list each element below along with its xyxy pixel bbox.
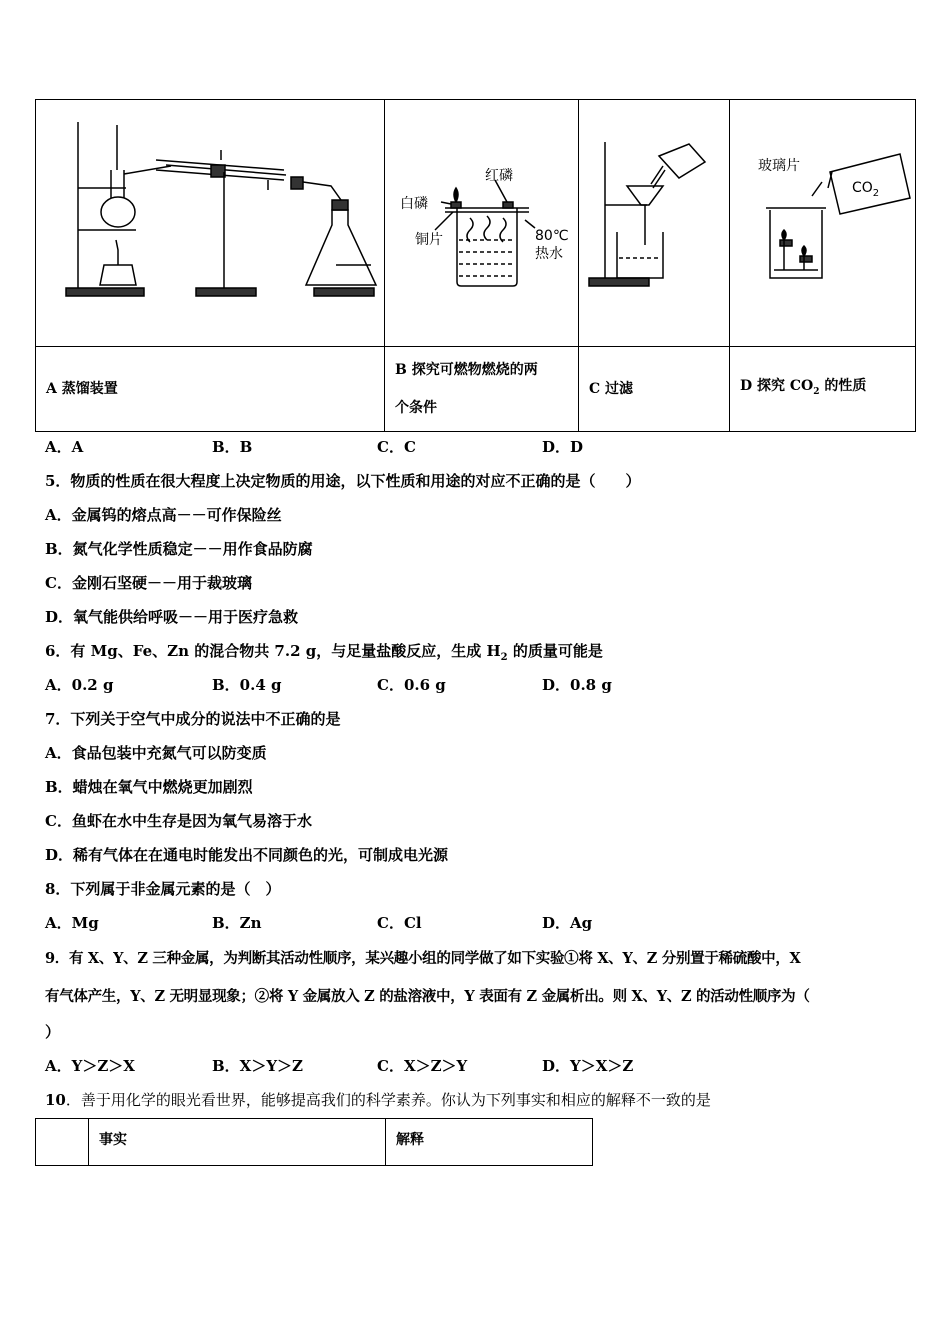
q8-option-d[interactable]: D．Ag: [542, 914, 593, 932]
caption-d: D 探究 $CO_2$ 的性质: [730, 347, 916, 432]
q5-stem: 5．物质的性质在很大程度上决定物质的用途，以下性质和用途的对应不正确的是（ ）: [45, 472, 641, 490]
caption-c: C 过滤: [579, 347, 730, 432]
q4-option-c[interactable]: C．C: [377, 438, 416, 456]
fact-explanation-table: [35, 1118, 593, 1166]
q4-option-b[interactable]: B．B: [212, 438, 253, 456]
distillation-diagram-cell: [36, 100, 385, 347]
q7-option-b[interactable]: B．蜡烛在氧气中燃烧更加剧烈: [45, 778, 253, 796]
q9-option-d[interactable]: D．Y＞X＞Z: [542, 1057, 634, 1075]
co2-experiment-diagram: [730, 100, 916, 346]
q8-option-b[interactable]: B．Zn: [212, 914, 262, 932]
q8-option-a[interactable]: A．Mg: [45, 914, 99, 932]
combustion-diagram-cell: [385, 100, 579, 347]
q6-option-b[interactable]: B．0.4 g: [212, 676, 282, 694]
co2-diagram-cell: [730, 100, 916, 347]
red-phosphorus-label: 红磷: [485, 168, 513, 184]
q9-stem-line2: 有气体产生，Y、Z 无明显现象；②将 Y 金属放入 Z 的盐溶液中，Y 表面有 Z 金属析出。则 X、Y、Z 的活动性顺序为（: [45, 988, 810, 1005]
hot-water-label: 热水: [535, 246, 563, 262]
q5-option-b[interactable]: B．氮气化学性质稳定－－用作食品防腐: [45, 540, 313, 558]
q7-stem: 7．下列关于空气中成分的说法中不正确的是: [45, 710, 341, 728]
q6-stem: 6．有 Mg、Fe、Zn 的混合物共 7.2 g，与足量盐酸反应，生成 $H_2$ 的质量可能是: [45, 642, 603, 663]
q5-option-c[interactable]: C．金刚石坚硬－－用于裁玻璃: [45, 574, 252, 592]
filtration-diagram-cell: [579, 100, 730, 347]
experiment-table: [35, 99, 916, 432]
explanation-header: 解释: [386, 1119, 593, 1166]
q9-option-a[interactable]: A．Y＞Z＞X: [45, 1057, 135, 1075]
q6-option-c[interactable]: C．0.6 g: [377, 676, 446, 694]
temperature-label: 80℃: [535, 228, 569, 244]
q6-option-a[interactable]: A．0.2 g: [45, 676, 114, 694]
white-phosphorus-label: 白磷: [400, 196, 428, 212]
q9-option-c[interactable]: C．X＞Z＞Y: [377, 1057, 468, 1075]
copper-sheet-label: 铜片: [415, 232, 443, 248]
caption-b: B 探究可燃物燃烧的两 个条件: [385, 347, 579, 432]
q6-option-d[interactable]: D．0.8 g: [542, 676, 612, 694]
q7-option-a[interactable]: A．食品包装中充氮气可以防变质: [45, 744, 267, 762]
q9-stem-line1: 9．有 X、Y、Z 三种金属，为判断其活动性顺序，某兴趣小组的同学做了如下实验①将 X、Y、Z 分别置于稀硫酸中，X: [45, 950, 801, 967]
glass-sheet-label: 玻璃片: [758, 158, 800, 174]
caption-a: A 蒸馏装置: [36, 347, 385, 432]
distillation-apparatus-diagram: [36, 100, 385, 346]
fact-header: 事实: [89, 1119, 386, 1166]
q8-option-c[interactable]: C．Cl: [377, 914, 422, 932]
q8-stem: 8．下列属于非金属元素的是（ ）: [45, 880, 281, 898]
q7-option-d[interactable]: D．稀有气体在在通电时能发出不同颜色的光，可制成电光源: [45, 846, 449, 864]
q7-option-c[interactable]: C．鱼虾在水中生存是因为氧气易溶于水: [45, 812, 312, 830]
co2-bottle-label: $CO_2$: [852, 180, 880, 199]
q9-stem-line3: ）: [45, 1023, 61, 1041]
table-corner-cell: [36, 1119, 89, 1166]
q10-stem: 10．善于用化学的眼光看世界，能够提高我们的科学素养。你认为下列事实和相应的解释不一致的是: [45, 1091, 711, 1109]
filtration-apparatus-diagram: [579, 100, 730, 346]
combustion-experiment-diagram: [385, 100, 579, 346]
q4-option-d[interactable]: D．D: [542, 438, 584, 456]
q9-option-b[interactable]: B．X＞Y＞Z: [212, 1057, 303, 1075]
q4-option-a[interactable]: A．A: [45, 438, 84, 456]
q5-option-d[interactable]: D．氧气能供给呼吸－－用于医疗急救: [45, 608, 299, 626]
q5-option-a[interactable]: A．金属钨的熔点高－－可作保险丝: [45, 506, 282, 524]
